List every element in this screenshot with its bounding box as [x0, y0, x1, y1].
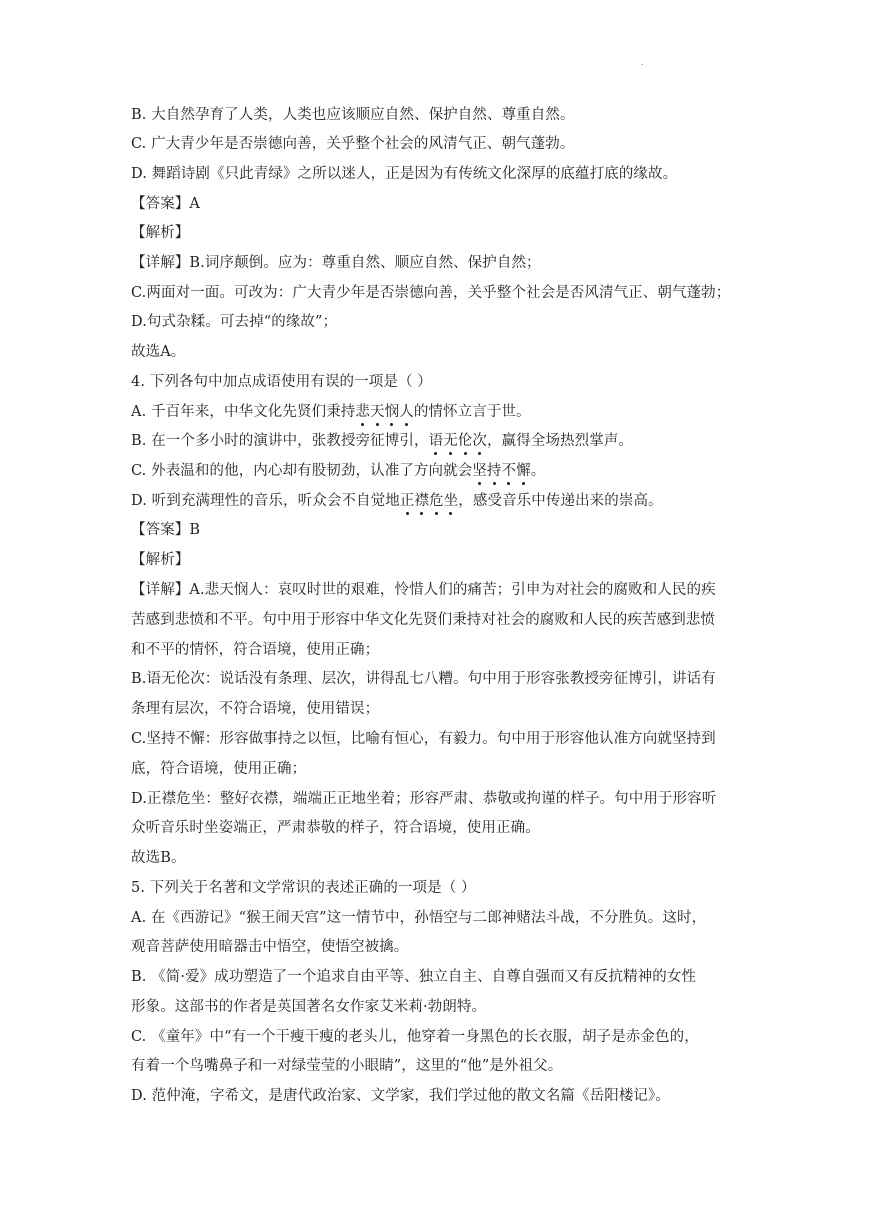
- text-line: C. 《童年》中“有一个干瘦干瘦的老头儿，他穿着一身黑色的长衣服，胡子是赤金色的，: [131, 1029, 699, 1045]
- text-line: B. 在一个多小时的演讲中，张教授旁征博引，语无伦次，赢得全场热烈掌声。: [131, 433, 634, 449]
- text-line: 条理有层次，不符合语境，使用错误；: [131, 701, 380, 717]
- text-line: 故选B。: [131, 850, 186, 866]
- text-line: C.两面对一面。可改为：广大青少年是否崇德向善，关乎整个社会是否风清气正、朝气蓬勃；: [131, 285, 731, 301]
- text-line: 5. 下列关于名著和文学常识的表述正确的一项是（ ）: [131, 880, 476, 896]
- dotted-idiom-char: 正: [399, 493, 415, 509]
- text-line: C. 外表温和的他，内心却有股韧劲，认准了方向就会坚持不懈。: [131, 463, 546, 479]
- dotted-idiom-char: 懈: [516, 463, 531, 479]
- dotted-idiom-char: 危: [429, 493, 444, 509]
- dotted-idiom-char: 悯: [384, 404, 400, 420]
- dotted-idiom-char: 语: [428, 433, 444, 449]
- dotted-idiom-char: 人: [399, 404, 414, 420]
- text-line: B.语无伦次：说话没有条理、层次，讲得乱七八糟。句中用于形容张教授旁征博引，讲话有: [131, 671, 716, 687]
- text-line: B. 大自然孕育了人类，人类也应该顺应自然、保护自然、尊重自然。: [131, 107, 575, 123]
- text-line: 底，符合语境，使用正确；: [131, 761, 307, 777]
- text-line: 观音菩萨使用暗器击中悟空，使悟空被擒。: [131, 939, 409, 955]
- text-line: 众听音乐时坐姿端正，严肃恭敬的样子，符合语境，使用正确。: [131, 820, 540, 836]
- text-line: 【详解】A.悲天悯人：哀叹时世的艰难，怜惜人们的痛苦；引申为对社会的腐败和人民的疾: [131, 582, 716, 598]
- text-line: 有着一个鸟嘴鼻子和一对绿莹莹的小眼睛”，这里的“他”是外祖父。: [131, 1058, 563, 1074]
- text-line: A. 在《西游记》“猴王闹天宫”这一情节中，孙悟空与二郎神赌法斗战，不分胜负。这时，: [131, 910, 707, 926]
- text-line: C. 广大青少年是否崇德向善，关乎整个社会的风清气正、朝气蓬勃。: [131, 136, 575, 152]
- text-line: 4. 下列各句中加点成语使用有误的一项是（ ）: [131, 374, 432, 390]
- text-line: D. 舞蹈诗剧《只此青绿》之所以迷人，正是因为有传统文化深厚的底蕴打底的缘故。: [131, 166, 678, 182]
- text-line: A. 千百年来，中华文化先贤们秉持悲天悯人的情怀立言于世。: [131, 404, 531, 420]
- dotted-idiom-char: 天: [370, 404, 385, 420]
- text-line: C.坚持不懈：形容做事持之以恒，比喻有恒心，有毅力。句中用于形容他认准方向就坚持到: [131, 731, 716, 747]
- header-mark: .: [641, 58, 644, 67]
- text-line: D. 听到充满理性的音乐，听众会不自觉地正襟危坐，感受音乐中传递出来的崇高。: [131, 493, 663, 509]
- dotted-idiom-char: 次: [472, 433, 488, 449]
- text-line: 【解析】: [131, 552, 190, 568]
- text-line: D.正襟危坐：整好衣襟，端端正正地坐着；形容严肃、恭敬或拘谨的样子。句中用于形容听: [131, 791, 717, 807]
- dotted-idiom-char: 坚: [472, 463, 487, 479]
- text-line: 苦感到悲愤和不平。句中用于形容中华文化先贤们秉持对社会的腐败和人民的疾苦感到悲愤: [131, 612, 715, 628]
- text-line: 【答案】B: [131, 522, 201, 538]
- dotted-idiom-char: 坐: [443, 493, 459, 509]
- text-line: 故选A。: [131, 344, 186, 360]
- dotted-idiom-char: 不: [501, 463, 517, 479]
- text-line: 和不平的情怀，符合语境，使用正确；: [131, 642, 380, 658]
- text-line: 形象。这部书的作者是英国著名女作家艾米莉·勃朗特。: [131, 999, 487, 1015]
- dotted-idiom-char: 襟: [414, 493, 430, 509]
- text-line: B. 《简·爱》成功塑造了一个追求自由平等、独立自主、自尊自强而又有反抗精神的女性: [131, 969, 697, 985]
- text-line: D.句式杂糅。可去掉“的缘故”；: [131, 314, 338, 330]
- dotted-idiom-char: 持: [486, 463, 502, 479]
- dotted-idiom-char: 伦: [457, 433, 473, 449]
- dotted-idiom-char: 无: [443, 433, 458, 449]
- text-line: D. 范仲淹，字希文，是唐代政治家、文学家，我们学过他的散文名篇《岳阳楼记》。: [131, 1088, 670, 1104]
- text-line: 【答案】A: [131, 196, 200, 212]
- text-line: 【解析】: [131, 225, 190, 241]
- text-line: 【详解】B.词序颠倒。应为：尊重自然、顺应自然、保护自然；: [131, 255, 541, 271]
- dotted-idiom-char: 悲: [355, 404, 370, 420]
